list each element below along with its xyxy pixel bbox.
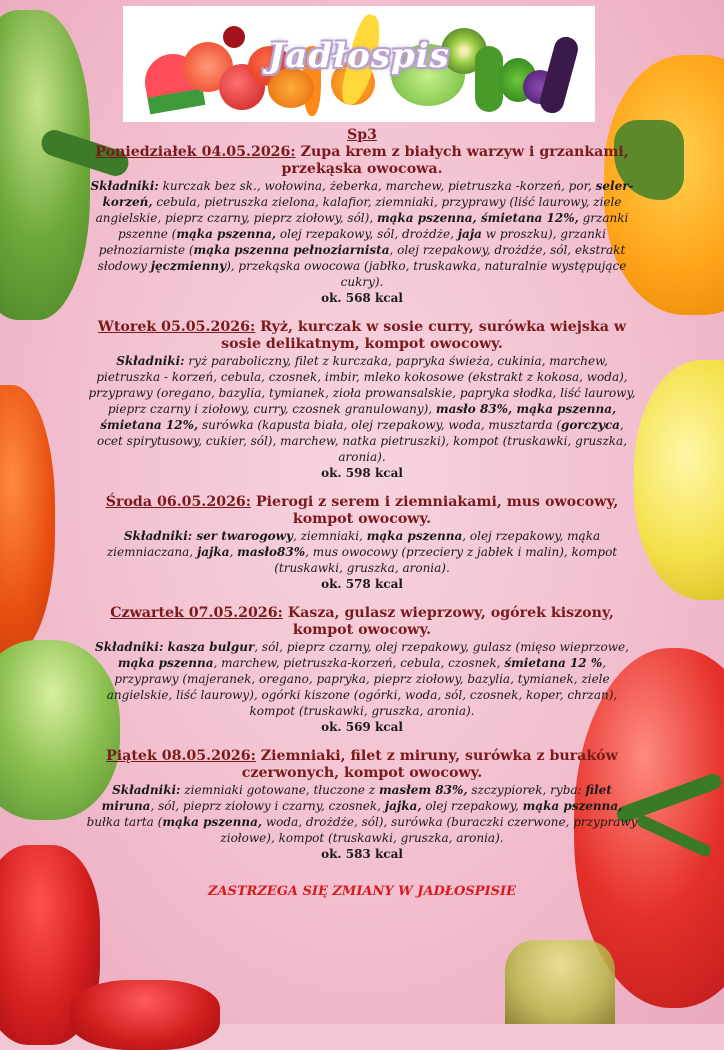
allergen-text: Składniki: ser twarogowy xyxy=(123,529,293,543)
day-section xyxy=(86,144,638,306)
allergen-text: jajka, xyxy=(384,799,422,813)
day-ingredients xyxy=(86,353,638,465)
day-heading xyxy=(86,605,638,639)
menu-change-warning: ZASTRZEGA SIĘ ZMIANY W JADŁOSPISIE xyxy=(207,884,516,899)
allergen-text: Składniki: xyxy=(116,354,185,368)
allergen-text: masło83% xyxy=(237,545,306,559)
ingredient-text: ziemniaki gotowane, tłuczone z xyxy=(180,783,379,797)
day-dish-title: Kasza, gulasz wieprzowy, ogórek kiszony, kompot owocowy. xyxy=(282,605,614,638)
day-dish-title: Ryż, kurczak w sosie curry, surówka wiejska w sosie delikatnym, kompot owocowy. xyxy=(221,319,627,352)
allergen-text: filet miruna xyxy=(101,783,612,813)
day-kcal: ok. 569 kcal xyxy=(321,720,403,734)
menu-banner xyxy=(123,6,595,122)
allergen-text: mąka pszenna, śmietana 12%, xyxy=(376,211,579,225)
green-pepper-image xyxy=(0,10,90,320)
day-section xyxy=(86,605,638,735)
ingredient-text: woda, drożdże, sól), surówka (buraczki czerwone, przyprawy ziołowe), kompot (truskawki, gruszka, aronia). xyxy=(220,815,638,845)
allergen-text: jajka xyxy=(196,545,230,559)
ingredient-text: ), przekąska owocowa (jabłko, truskawka, naturalnie występujące cukry). xyxy=(226,259,627,289)
day-date: Wtorek 05.05.2026: xyxy=(97,319,256,335)
day-heading xyxy=(86,144,638,178)
allergen-text: mąka pszenna xyxy=(366,529,463,543)
ingredient-text: szczypiorek, ryba: xyxy=(467,783,586,797)
day-date: Czwartek 07.05.2026: xyxy=(110,605,283,621)
day-date: Poniedziałek 04.05.2026: xyxy=(95,144,296,160)
ingredient-text: grzanki pszenne ( xyxy=(117,211,629,241)
allergen-text: masło 83%, mąka pszenna, śmietana 12%, xyxy=(100,402,617,432)
day-heading xyxy=(86,748,638,782)
ingredient-text: kurczak bez sk., wołowina, żeberka, marchew, pietruszka -korzeń, por, xyxy=(158,179,596,193)
allergen-text: mąka pszenna, xyxy=(522,799,623,813)
allergen-text: masłem 83%, xyxy=(378,783,468,797)
allergen-text: gorczyca xyxy=(561,418,620,432)
ingredient-text: olej rzepakowy, xyxy=(421,799,523,813)
ingredient-text: w proszku), grzanki pełnoziarniste ( xyxy=(98,227,607,257)
allergen-text: seler-korzeń, xyxy=(102,179,634,209)
allergen-text: Składniki: xyxy=(112,783,181,797)
allergen-text: śmietana 12 % xyxy=(504,656,603,670)
day-heading xyxy=(86,319,638,353)
day-date: Piątek 08.05.2026: xyxy=(106,748,256,764)
ingredient-text: surówka (kapusta biała, olej rzepakowy, woda, musztarda ( xyxy=(198,418,562,432)
allergen-text: Składniki: xyxy=(90,179,159,193)
day-dish-title: Pierogi z serem i ziemniakami, mus owocowy, kompot owocowy. xyxy=(251,494,619,527)
allergen-text: mąka pszenna xyxy=(117,656,214,670)
allergen-text: jaja xyxy=(457,227,482,241)
day-ingredients xyxy=(86,639,638,719)
day-ingredients xyxy=(86,782,638,846)
days-list xyxy=(86,144,638,862)
allergen-text: Składniki: kasza bulgur xyxy=(95,640,255,654)
ingredient-text: cebula, pietruszka zielona, kalafior, ziemniaki, przyprawy (liść laurowy, ziele angielskie, pieprz czarny, pieprz ziołowy, sól), xyxy=(95,195,622,225)
ingredient-text: , sól, pieprz czarny, olej rzepakowy, gulasz (mięso wieprzowe, xyxy=(254,640,629,654)
ingredient-text: , mus owocowy (przeciery z jabłek i malin), kompot (truskawki, gruszka, aronia). xyxy=(274,545,618,575)
day-ingredients xyxy=(86,528,638,576)
day-dish-title: Zupa krem z białych warzyw i grzankami, przekąska owocowa. xyxy=(281,144,629,177)
day-section xyxy=(86,748,638,862)
day-section xyxy=(86,494,638,592)
day-kcal: ok. 583 kcal xyxy=(321,847,403,861)
allergen-text: mąka pszenna, xyxy=(162,815,263,829)
ingredient-text: , xyxy=(229,545,238,559)
day-dish-title: Ziemniaki, filet z miruny, surówka z buraków czerwonych, kompot owocowy. xyxy=(241,748,618,781)
allergen-text: mąka pszenna, xyxy=(176,227,277,241)
day-kcal: ok. 598 kcal xyxy=(321,466,403,480)
day-heading xyxy=(86,494,638,528)
ingredient-text: ryż paraboliczny, filet z kurczaka, papryka świeża, cukinia, marchew, pietruszka - korzeń, cebula, czosnek, imbir, mleko kokosowe (ekstrakt z kokosa, woda), przyprawy (oregano, bazylia, tymianek, zioła prowansalskie, papryka słodka, liść laurowy, pieprz czarny i ziołowy, curry, czosnek granulowany), xyxy=(88,354,636,416)
ingredient-text: , olej rzepakowy, mąka ziemniaczana, xyxy=(106,529,601,559)
red-pepper-image-2 xyxy=(70,980,220,1050)
group-label: Sp3 xyxy=(347,127,377,143)
allergen-text: jęczmienny xyxy=(150,259,227,273)
day-ingredients xyxy=(86,178,638,290)
ingredient-text: bułka tarta ( xyxy=(86,815,163,829)
ingredient-text: , olej rzepakowy, drożdże, sól, ekstrakt słodowy xyxy=(97,243,626,273)
day-kcal: ok. 578 kcal xyxy=(321,577,403,591)
ingredient-text: , ocet spirytusowy, cukier, sól), marchew, natka pietruszki), kompot (truskawki, gruszka, aronia). xyxy=(96,418,628,464)
day-section xyxy=(86,319,638,481)
sprout-image xyxy=(505,940,615,1024)
allergen-text: mąka pszenna pełnoziarnista xyxy=(193,243,390,257)
ingredient-text: , przyprawy (majeranek, oregano, papryka, pieprz ziołowy, bazylia, tymianek, ziele angielskie, liść laurowy), ogórki kiszone (ogórki, woda, sól, czosnek, koper, chrzan), kompot (truskawki, gruszka, aronia). xyxy=(106,656,618,718)
banner-title: Jadłospis xyxy=(268,36,450,76)
day-date: Środa 06.05.2026: xyxy=(105,494,252,510)
day-kcal: ok. 568 kcal xyxy=(321,291,403,305)
ingredient-text: olej rzepakowy, sól, drożdże, xyxy=(276,227,458,241)
menu-content xyxy=(86,127,638,899)
ingredient-text: , sól, pieprz ziołowy i czarny, czosnek, xyxy=(150,799,385,813)
ingredient-text: , marchew, pietruszka-korzeń, cebula, czosnek, xyxy=(213,656,505,670)
ingredient-text: , ziemniaki, xyxy=(292,529,367,543)
